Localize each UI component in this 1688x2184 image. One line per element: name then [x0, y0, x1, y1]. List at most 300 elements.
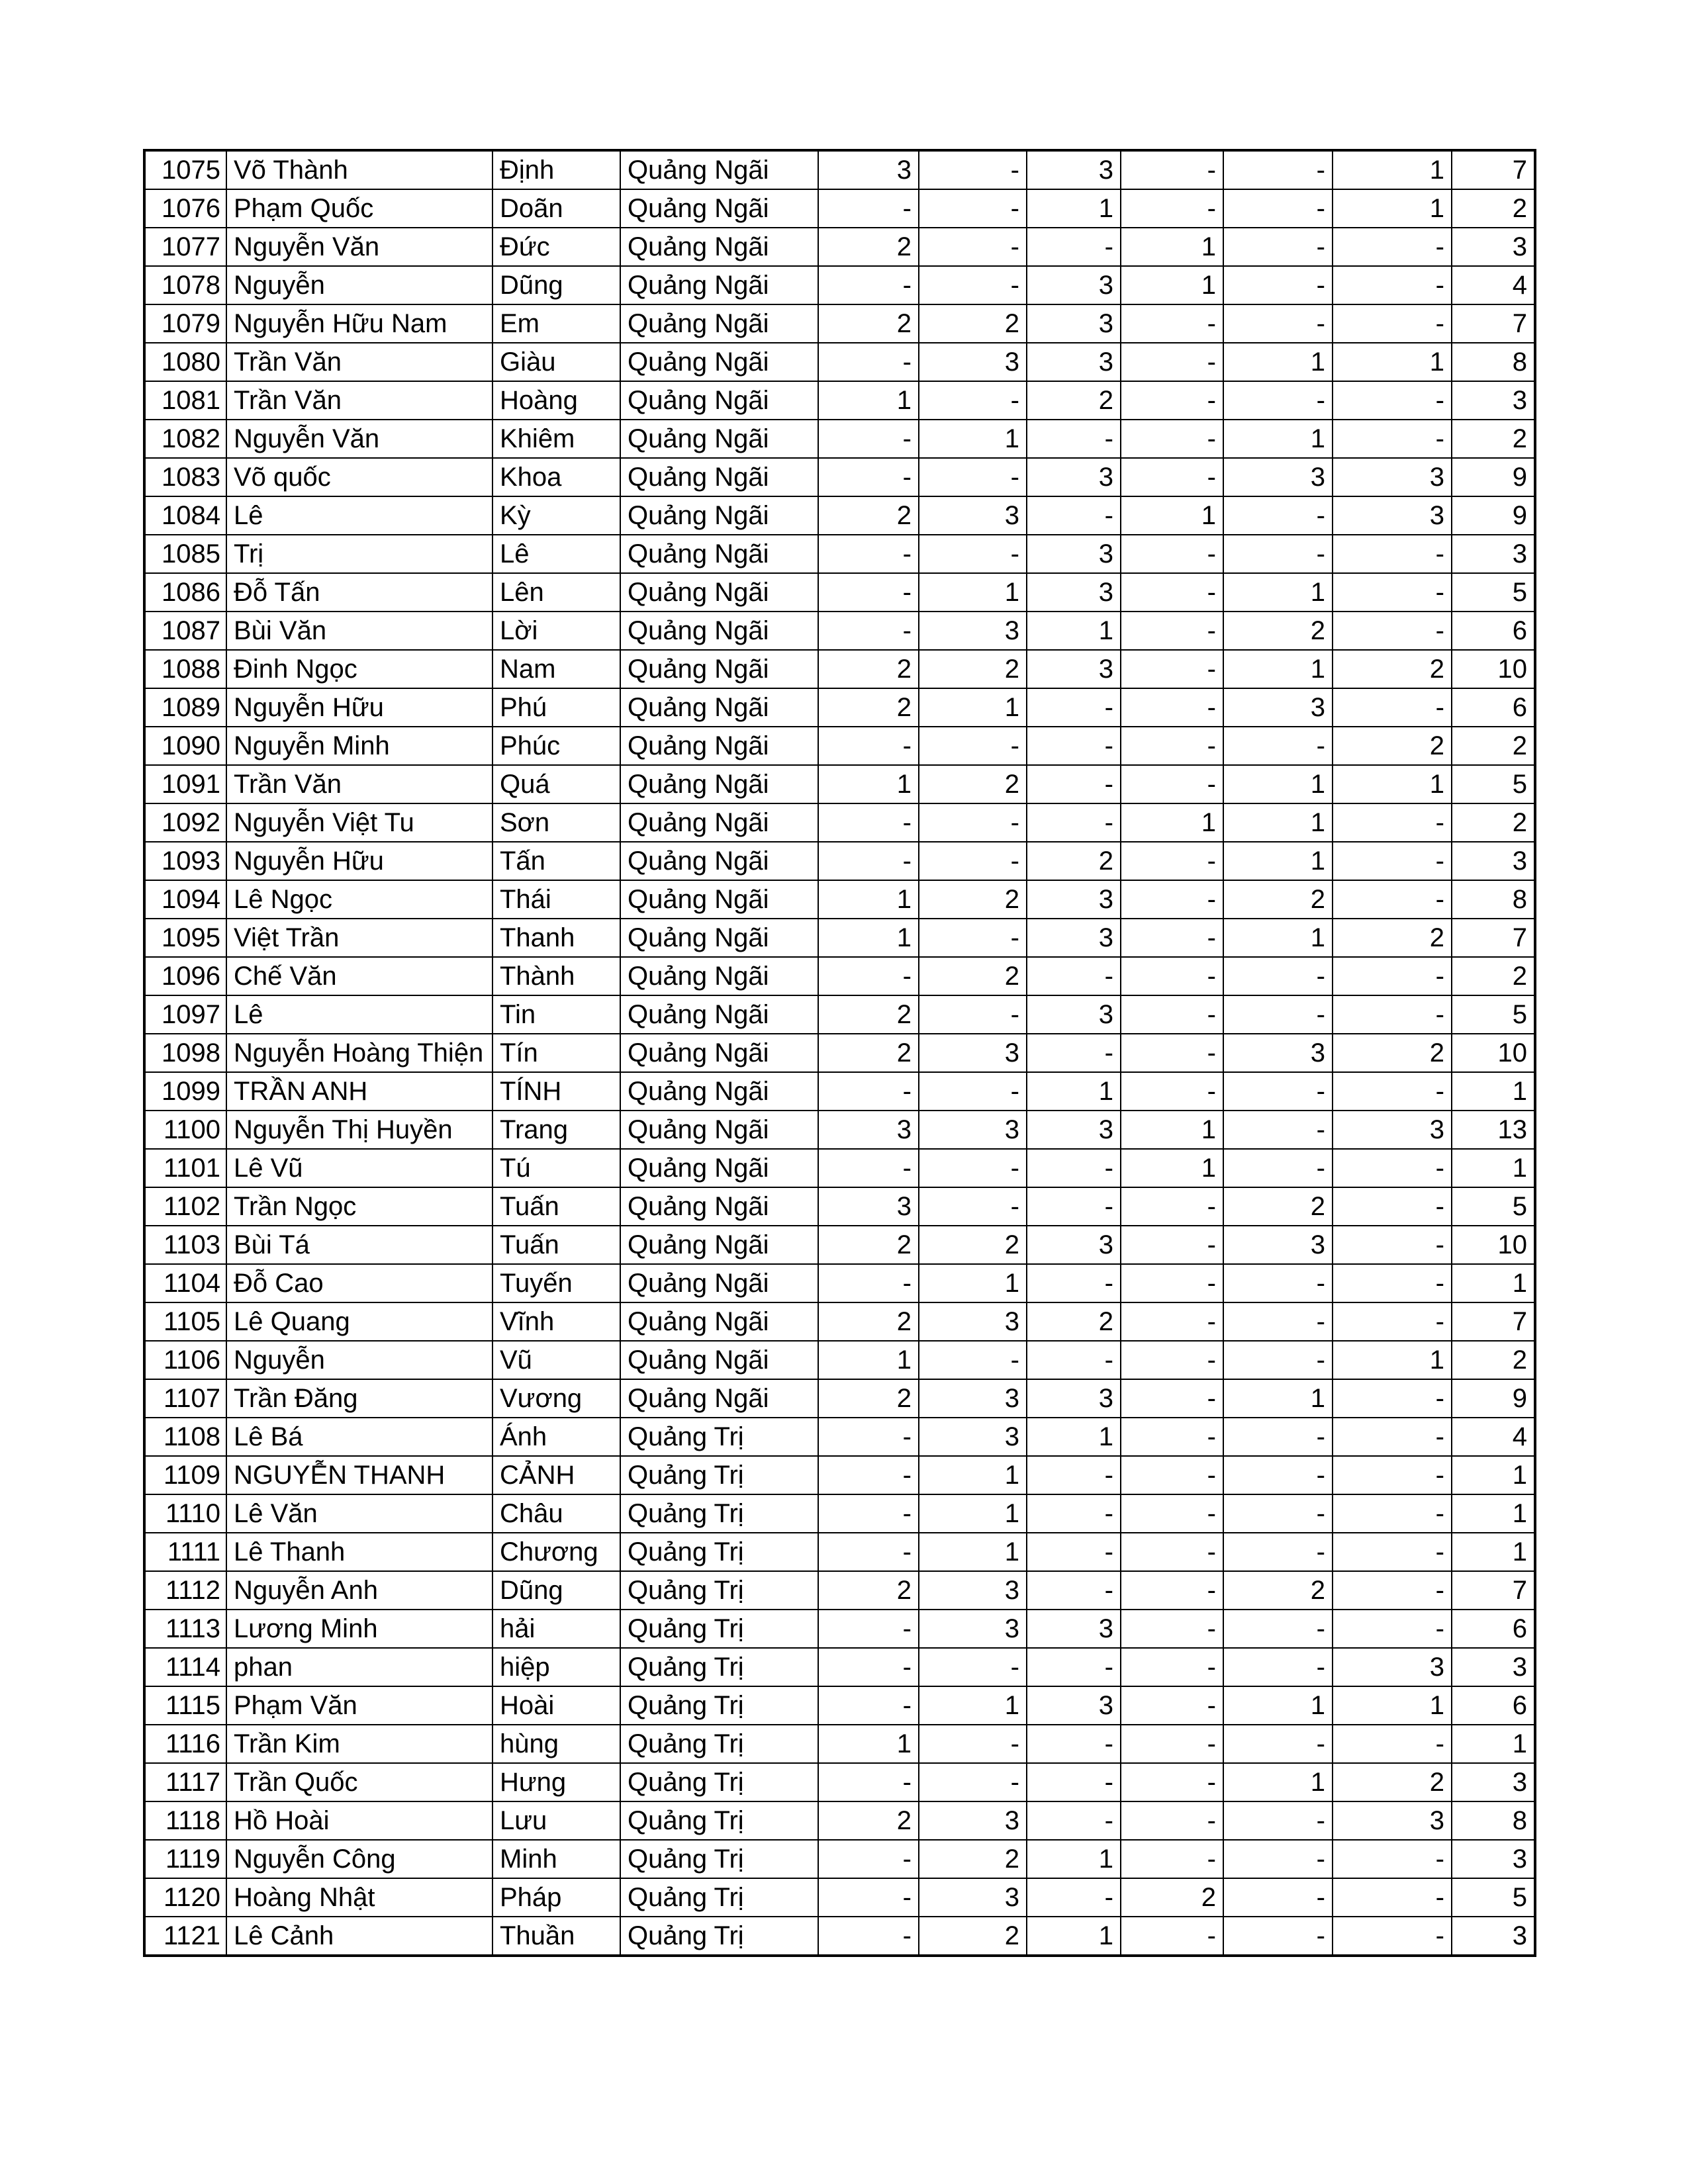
province-cell: Quảng Trị [620, 1648, 818, 1686]
score-2-cell: 1 [919, 1264, 1027, 1302]
score-2-cell: 2 [919, 957, 1027, 995]
row-number-cell: 1105 [144, 1302, 226, 1341]
total-cell: 3 [1452, 381, 1535, 420]
row-number-cell: 1104 [144, 1264, 226, 1302]
given-name-cell: Đức [492, 228, 620, 266]
score-6-cell: - [1333, 1226, 1452, 1264]
family-name-cell: Bùi Văn [226, 612, 492, 650]
province-cell: Quảng Ngãi [620, 1111, 818, 1149]
given-name-cell: Lưu [492, 1801, 620, 1840]
given-name-cell: Quá [492, 765, 620, 803]
province-cell: Quảng Ngãi [620, 189, 818, 228]
total-cell: 1 [1452, 1725, 1535, 1763]
score-5-cell: - [1223, 1610, 1333, 1648]
table-row [144, 727, 1535, 765]
score-4-cell: - [1121, 573, 1223, 612]
family-name-cell: Lê Quang [226, 1302, 492, 1341]
score-3-cell: 1 [1027, 1072, 1121, 1111]
province-cell: Quảng Ngãi [620, 765, 818, 803]
given-name-cell: Khoa [492, 458, 620, 496]
score-2-cell: 1 [919, 420, 1027, 458]
table-row [144, 496, 1535, 535]
family-name-cell: Võ quốc [226, 458, 492, 496]
score-1-cell: 2 [818, 995, 919, 1034]
table-row [144, 1648, 1535, 1686]
score-1-cell: - [818, 1686, 919, 1725]
total-cell: 1 [1452, 1533, 1535, 1571]
score-3-cell: - [1027, 1494, 1121, 1533]
given-name-cell: Vĩnh [492, 1302, 620, 1341]
score-4-cell: - [1121, 343, 1223, 381]
given-name-cell: Doãn [492, 189, 620, 228]
score-4-cell: - [1121, 727, 1223, 765]
province-cell: Quảng Ngãi [620, 150, 818, 189]
score-6-cell: - [1333, 1840, 1452, 1878]
score-3-cell: 1 [1027, 612, 1121, 650]
score-1-cell: - [818, 1494, 919, 1533]
table-row [144, 573, 1535, 612]
results-table [143, 149, 1536, 1957]
total-cell: 3 [1452, 1917, 1535, 1956]
score-1-cell: - [818, 189, 919, 228]
score-2-cell: - [919, 381, 1027, 420]
row-number-cell: 1090 [144, 727, 226, 765]
table-row [144, 1187, 1535, 1226]
province-cell: Quảng Ngãi [620, 1187, 818, 1226]
given-name-cell: Thành [492, 957, 620, 995]
score-4-cell: - [1121, 1801, 1223, 1840]
score-2-cell: 3 [919, 496, 1027, 535]
score-2-cell: - [919, 228, 1027, 266]
score-1-cell: - [818, 1763, 919, 1801]
score-6-cell: - [1333, 688, 1452, 727]
score-2-cell: 2 [919, 304, 1027, 343]
score-3-cell: - [1027, 496, 1121, 535]
score-5-cell: - [1223, 1801, 1333, 1840]
score-5-cell: - [1223, 496, 1333, 535]
table-row [144, 1494, 1535, 1533]
score-4-cell: - [1121, 1610, 1223, 1648]
province-cell: Quảng Trị [620, 1418, 818, 1456]
table-row [144, 650, 1535, 688]
score-3-cell: 2 [1027, 1302, 1121, 1341]
row-number-cell: 1118 [144, 1801, 226, 1840]
given-name-cell: Định [492, 150, 620, 189]
row-number-cell: 1119 [144, 1840, 226, 1878]
province-cell: Quảng Trị [620, 1878, 818, 1917]
score-2-cell: - [919, 458, 1027, 496]
score-6-cell: 3 [1333, 1801, 1452, 1840]
given-name-cell: Pháp [492, 1878, 620, 1917]
table-row [144, 266, 1535, 304]
total-cell: 8 [1452, 343, 1535, 381]
table-row [144, 957, 1535, 995]
score-3-cell: - [1027, 1725, 1121, 1763]
table-row [144, 535, 1535, 573]
table-row [144, 1801, 1535, 1840]
family-name-cell: Trần Kim [226, 1725, 492, 1763]
score-2-cell: - [919, 919, 1027, 957]
score-6-cell: - [1333, 880, 1452, 919]
total-cell: 1 [1452, 1149, 1535, 1187]
score-4-cell: - [1121, 458, 1223, 496]
province-cell: Quảng Ngãi [620, 381, 818, 420]
row-number-cell: 1088 [144, 650, 226, 688]
score-5-cell: - [1223, 381, 1333, 420]
score-2-cell: 2 [919, 880, 1027, 919]
total-cell: 3 [1452, 1763, 1535, 1801]
row-number-cell: 1078 [144, 266, 226, 304]
score-5-cell: - [1223, 1878, 1333, 1917]
score-6-cell: - [1333, 304, 1452, 343]
total-cell: 1 [1452, 1456, 1535, 1494]
score-4-cell: - [1121, 765, 1223, 803]
row-number-cell: 1076 [144, 189, 226, 228]
score-2-cell: - [919, 1763, 1027, 1801]
score-1-cell: 3 [818, 1111, 919, 1149]
score-3-cell: - [1027, 1264, 1121, 1302]
row-number-cell: 1112 [144, 1571, 226, 1610]
score-6-cell: - [1333, 1187, 1452, 1226]
table-row [144, 150, 1535, 189]
total-cell: 7 [1452, 304, 1535, 343]
score-1-cell: 2 [818, 1226, 919, 1264]
score-4-cell: - [1121, 1341, 1223, 1379]
family-name-cell: Chế Văn [226, 957, 492, 995]
score-4-cell: - [1121, 1917, 1223, 1956]
province-cell: Quảng Ngãi [620, 612, 818, 650]
score-6-cell: 2 [1333, 1034, 1452, 1072]
given-name-cell: Nam [492, 650, 620, 688]
score-1-cell: 1 [818, 765, 919, 803]
score-6-cell: 2 [1333, 650, 1452, 688]
province-cell: Quảng Ngãi [620, 535, 818, 573]
family-name-cell: Đinh Ngọc [226, 650, 492, 688]
score-4-cell: - [1121, 1264, 1223, 1302]
row-number-cell: 1091 [144, 765, 226, 803]
score-5-cell: 2 [1223, 1187, 1333, 1226]
table-row [144, 1840, 1535, 1878]
score-6-cell: - [1333, 1149, 1452, 1187]
family-name-cell: NGUYỄN THANH [226, 1456, 492, 1494]
score-2-cell: - [919, 727, 1027, 765]
family-name-cell: Lê Vũ [226, 1149, 492, 1187]
family-name-cell: Lê Văn [226, 1494, 492, 1533]
family-name-cell: Nguyễn Hữu [226, 842, 492, 880]
score-5-cell: - [1223, 535, 1333, 573]
table-row [144, 1571, 1535, 1610]
score-3-cell: 2 [1027, 381, 1121, 420]
province-cell: Quảng Trị [620, 1763, 818, 1801]
family-name-cell: Lê Bá [226, 1418, 492, 1456]
score-5-cell: - [1223, 1917, 1333, 1956]
table-row [144, 1264, 1535, 1302]
total-cell: 2 [1452, 957, 1535, 995]
score-2-cell: 3 [919, 343, 1027, 381]
total-cell: 3 [1452, 1648, 1535, 1686]
score-1-cell: - [818, 727, 919, 765]
score-5-cell: - [1223, 1840, 1333, 1878]
score-1-cell: 2 [818, 1302, 919, 1341]
score-1-cell: 2 [818, 496, 919, 535]
score-5-cell: - [1223, 727, 1333, 765]
score-1-cell: 2 [818, 1571, 919, 1610]
score-5-cell: 1 [1223, 765, 1333, 803]
score-4-cell: 1 [1121, 803, 1223, 842]
score-5-cell: 3 [1223, 458, 1333, 496]
score-6-cell: - [1333, 535, 1452, 573]
total-cell: 6 [1452, 688, 1535, 727]
province-cell: Quảng Ngãi [620, 1379, 818, 1418]
score-1-cell: - [818, 957, 919, 995]
score-5-cell: - [1223, 1149, 1333, 1187]
score-4-cell: - [1121, 1763, 1223, 1801]
given-name-cell: Trang [492, 1111, 620, 1149]
family-name-cell: Lê Ngọc [226, 880, 492, 919]
score-3-cell: 3 [1027, 1686, 1121, 1725]
row-number-cell: 1085 [144, 535, 226, 573]
given-name-cell: Tín [492, 1034, 620, 1072]
given-name-cell: hải [492, 1610, 620, 1648]
score-2-cell: - [919, 1072, 1027, 1111]
score-1-cell: - [818, 573, 919, 612]
score-1-cell: 2 [818, 1034, 919, 1072]
score-4-cell: - [1121, 1648, 1223, 1686]
table-row [144, 228, 1535, 266]
score-1-cell: - [818, 1456, 919, 1494]
total-cell: 5 [1452, 1878, 1535, 1917]
score-4-cell: - [1121, 880, 1223, 919]
score-6-cell: - [1333, 420, 1452, 458]
province-cell: Quảng Trị [620, 1917, 818, 1956]
table-row [144, 1533, 1535, 1571]
total-cell: 9 [1452, 1379, 1535, 1418]
family-name-cell: Nguyễn [226, 266, 492, 304]
given-name-cell: Dũng [492, 266, 620, 304]
given-name-cell: Tuấn [492, 1226, 620, 1264]
province-cell: Quảng Ngãi [620, 1264, 818, 1302]
total-cell: 4 [1452, 266, 1535, 304]
score-1-cell: 1 [818, 880, 919, 919]
score-3-cell: 3 [1027, 995, 1121, 1034]
score-5-cell: - [1223, 266, 1333, 304]
score-4-cell: 1 [1121, 228, 1223, 266]
score-2-cell: 3 [919, 1034, 1027, 1072]
given-name-cell: Hưng [492, 1763, 620, 1801]
row-number-cell: 1101 [144, 1149, 226, 1187]
score-1-cell: 1 [818, 381, 919, 420]
total-cell: 4 [1452, 1418, 1535, 1456]
row-number-cell: 1106 [144, 1341, 226, 1379]
given-name-cell: Lê [492, 535, 620, 573]
province-cell: Quảng Trị [620, 1610, 818, 1648]
score-3-cell: - [1027, 1456, 1121, 1494]
province-cell: Quảng Ngãi [620, 842, 818, 880]
score-4-cell: 2 [1121, 1878, 1223, 1917]
province-cell: Quảng Trị [620, 1725, 818, 1763]
row-number-cell: 1083 [144, 458, 226, 496]
score-1-cell: - [818, 803, 919, 842]
given-name-cell: Ánh [492, 1418, 620, 1456]
score-5-cell: - [1223, 1072, 1333, 1111]
province-cell: Quảng Ngãi [620, 650, 818, 688]
score-6-cell: - [1333, 1571, 1452, 1610]
score-2-cell: 3 [919, 612, 1027, 650]
score-4-cell: - [1121, 420, 1223, 458]
score-6-cell: - [1333, 1610, 1452, 1648]
total-cell: 10 [1452, 1034, 1535, 1072]
province-cell: Quảng Ngãi [620, 1341, 818, 1379]
row-number-cell: 1100 [144, 1111, 226, 1149]
score-3-cell: 3 [1027, 150, 1121, 189]
score-6-cell: - [1333, 1418, 1452, 1456]
score-6-cell: 3 [1333, 1111, 1452, 1149]
family-name-cell: Nguyễn Anh [226, 1571, 492, 1610]
total-cell: 13 [1452, 1111, 1535, 1149]
score-1-cell: 3 [818, 1187, 919, 1226]
given-name-cell: Tuyến [492, 1264, 620, 1302]
score-6-cell: 1 [1333, 343, 1452, 381]
family-name-cell: Trần Đăng [226, 1379, 492, 1418]
score-2-cell: - [919, 803, 1027, 842]
score-6-cell: 1 [1333, 765, 1452, 803]
score-2-cell: 1 [919, 573, 1027, 612]
row-number-cell: 1099 [144, 1072, 226, 1111]
score-5-cell: 1 [1223, 420, 1333, 458]
row-number-cell: 1115 [144, 1686, 226, 1725]
family-name-cell: Lê Thanh [226, 1533, 492, 1571]
table-row [144, 1111, 1535, 1149]
province-cell: Quảng Ngãi [620, 573, 818, 612]
total-cell: 6 [1452, 612, 1535, 650]
score-1-cell: 2 [818, 1379, 919, 1418]
score-2-cell: - [919, 995, 1027, 1034]
row-number-cell: 1093 [144, 842, 226, 880]
table-row [144, 803, 1535, 842]
score-5-cell: - [1223, 1264, 1333, 1302]
score-5-cell: 2 [1223, 1571, 1333, 1610]
province-cell: Quảng Trị [620, 1456, 818, 1494]
table-row [144, 381, 1535, 420]
given-name-cell: Giàu [492, 343, 620, 381]
family-name-cell: Nguyễn Công [226, 1840, 492, 1878]
total-cell: 8 [1452, 1801, 1535, 1840]
score-3-cell: 1 [1027, 1917, 1121, 1956]
family-name-cell: Trần Văn [226, 381, 492, 420]
given-name-cell: Vương [492, 1379, 620, 1418]
province-cell: Quảng Ngãi [620, 1034, 818, 1072]
score-3-cell: 3 [1027, 1610, 1121, 1648]
province-cell: Quảng Ngãi [620, 304, 818, 343]
given-name-cell: Châu [492, 1494, 620, 1533]
score-6-cell: - [1333, 381, 1452, 420]
table-row [144, 1456, 1535, 1494]
score-6-cell: - [1333, 1072, 1452, 1111]
province-cell: Quảng Ngãi [620, 957, 818, 995]
table-row [144, 1341, 1535, 1379]
score-1-cell: - [818, 1072, 919, 1111]
score-4-cell: - [1121, 381, 1223, 420]
score-5-cell: 1 [1223, 343, 1333, 381]
score-6-cell: 1 [1333, 1341, 1452, 1379]
score-5-cell: - [1223, 150, 1333, 189]
score-6-cell: 3 [1333, 1648, 1452, 1686]
score-2-cell: 2 [919, 1840, 1027, 1878]
total-cell: 10 [1452, 1226, 1535, 1264]
family-name-cell: Trần Ngọc [226, 1187, 492, 1226]
province-cell: Quảng Ngãi [620, 1302, 818, 1341]
score-1-cell: - [818, 1840, 919, 1878]
family-name-cell: Nguyễn Văn [226, 420, 492, 458]
given-name-cell: Sơn [492, 803, 620, 842]
total-cell: 2 [1452, 189, 1535, 228]
total-cell: 5 [1452, 765, 1535, 803]
given-name-cell: Chương [492, 1533, 620, 1571]
family-name-cell: Nguyễn [226, 1341, 492, 1379]
score-6-cell: - [1333, 995, 1452, 1034]
score-6-cell: - [1333, 957, 1452, 995]
score-6-cell: 1 [1333, 1686, 1452, 1725]
score-4-cell: 1 [1121, 496, 1223, 535]
given-name-cell: Hoàng [492, 381, 620, 420]
score-2-cell: 2 [919, 650, 1027, 688]
score-5-cell: - [1223, 1533, 1333, 1571]
score-1-cell: - [818, 1264, 919, 1302]
table-row [144, 1725, 1535, 1763]
score-4-cell: - [1121, 1725, 1223, 1763]
score-5-cell: - [1223, 304, 1333, 343]
given-name-cell: Hoài [492, 1686, 620, 1725]
score-1-cell: 1 [818, 1341, 919, 1379]
score-6-cell: 1 [1333, 150, 1452, 189]
total-cell: 7 [1452, 150, 1535, 189]
score-4-cell: - [1121, 688, 1223, 727]
given-name-cell: Tú [492, 1149, 620, 1187]
family-name-cell: Hồ Hoài [226, 1801, 492, 1840]
score-6-cell: - [1333, 1878, 1452, 1917]
row-number-cell: 1103 [144, 1226, 226, 1264]
province-cell: Quảng Trị [620, 1494, 818, 1533]
total-cell: 8 [1452, 880, 1535, 919]
score-3-cell: - [1027, 420, 1121, 458]
score-1-cell: 2 [818, 304, 919, 343]
family-name-cell: TRẦN ANH [226, 1072, 492, 1111]
family-name-cell: Trần Văn [226, 765, 492, 803]
total-cell: 5 [1452, 573, 1535, 612]
score-4-cell: - [1121, 957, 1223, 995]
row-number-cell: 1102 [144, 1187, 226, 1226]
total-cell: 1 [1452, 1494, 1535, 1533]
total-cell: 10 [1452, 650, 1535, 688]
given-name-cell: Minh [492, 1840, 620, 1878]
score-6-cell: - [1333, 842, 1452, 880]
row-number-cell: 1111 [144, 1533, 226, 1571]
score-4-cell: - [1121, 1533, 1223, 1571]
given-name-cell: Tuấn [492, 1187, 620, 1226]
given-name-cell: hiệp [492, 1648, 620, 1686]
table-row [144, 343, 1535, 381]
given-name-cell: Phú [492, 688, 620, 727]
given-name-cell: Vũ [492, 1341, 620, 1379]
table-row [144, 995, 1535, 1034]
family-name-cell: Trị [226, 535, 492, 573]
given-name-cell: Thanh [492, 919, 620, 957]
score-2-cell: 3 [919, 1571, 1027, 1610]
score-1-cell: - [818, 420, 919, 458]
table-row [144, 1610, 1535, 1648]
total-cell: 1 [1452, 1072, 1535, 1111]
province-cell: Quảng Ngãi [620, 1226, 818, 1264]
